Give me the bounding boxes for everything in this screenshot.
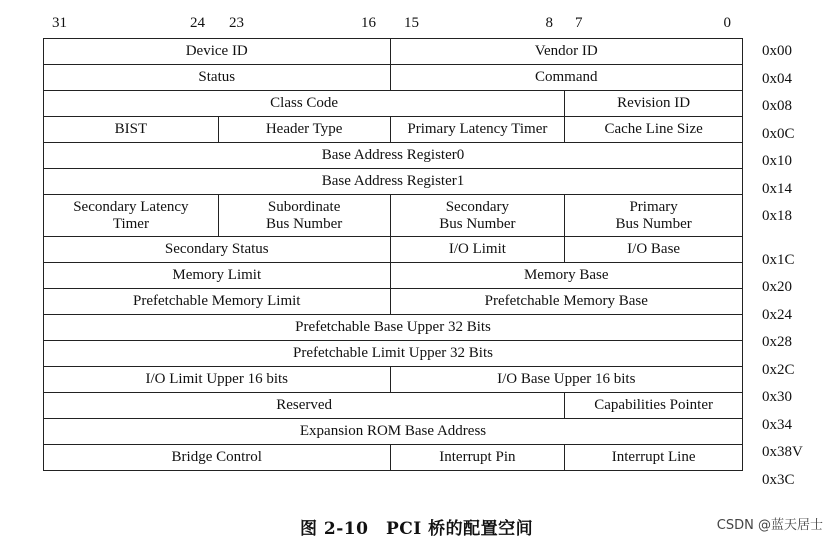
register-field	[44, 117, 219, 142]
register-row	[44, 341, 743, 367]
row-offset: 0x10	[762, 153, 792, 169]
config-space-table	[43, 38, 743, 471]
register-row	[44, 195, 743, 237]
field-label-line1: Primary	[629, 198, 678, 215]
row-offset: 0x34	[762, 416, 792, 433]
row-offset: 0x0C	[762, 125, 795, 142]
bit-label-24: 24	[190, 15, 205, 31]
register-field	[44, 263, 391, 288]
row-offset: 0x04	[762, 70, 792, 87]
row-offset: 0x24	[762, 306, 792, 323]
row-offset: 0x2C	[762, 361, 795, 378]
register-row	[44, 289, 743, 315]
bit-label-16: 16	[361, 15, 376, 31]
field-label: Device ID	[185, 43, 248, 59]
register-field	[565, 195, 743, 236]
bit-label-8: 8	[545, 15, 553, 31]
row-offset: 0x28	[762, 334, 792, 350]
register-field	[391, 289, 744, 314]
field-label: Base Address Register0	[321, 147, 465, 163]
field-label: I/O Base Upper 16 bits	[497, 371, 636, 387]
register-field	[391, 39, 744, 64]
register-row	[44, 393, 743, 419]
field-label: I/O Base	[627, 241, 681, 257]
register-row	[44, 419, 743, 445]
field-label: Secondary Status	[164, 241, 269, 257]
field-label: Status	[198, 69, 236, 85]
field-label: Expansion ROM Base Address	[299, 423, 487, 439]
register-field	[391, 195, 566, 236]
register-field	[44, 65, 391, 90]
field-label: Prefetchable Base Upper 32 Bits	[295, 319, 491, 335]
field-label-line2: Bus Number	[266, 215, 343, 232]
field-label-line1: Secondary Latency	[73, 198, 189, 215]
register-field	[219, 117, 391, 142]
field-label-line2: Timer	[112, 215, 149, 232]
field-label: BIST	[114, 121, 148, 137]
register-row	[44, 367, 743, 393]
figure-caption: 图 2-10 PCI 桥的配置空间	[300, 519, 534, 539]
field-label: I/O Limit	[448, 241, 506, 257]
row-offset: 0x30	[762, 389, 792, 405]
field-label-line1: Subordinate	[267, 198, 341, 215]
field-label: Prefetchable Memory Base	[484, 293, 648, 309]
register-row	[44, 65, 743, 91]
register-field	[44, 91, 565, 116]
field-label: Revision ID	[617, 95, 691, 111]
register-row	[44, 169, 743, 195]
register-row	[44, 445, 743, 471]
register-row	[44, 117, 743, 143]
register-row	[44, 263, 743, 289]
register-row	[44, 237, 743, 263]
field-label-line2: Bus Number	[615, 215, 692, 232]
register-field	[44, 169, 743, 194]
field-label: Memory Base	[523, 267, 609, 283]
register-field	[565, 117, 743, 142]
field-label: Prefetchable Limit Upper 32 Bits	[293, 345, 493, 361]
register-row	[44, 39, 743, 65]
field-label-line2: Bus Number	[439, 215, 516, 232]
register-field	[391, 65, 744, 90]
register-field	[44, 39, 391, 64]
register-field	[44, 315, 743, 340]
register-field	[391, 117, 566, 142]
register-field	[391, 367, 744, 392]
row-offset: 0x18	[762, 208, 792, 224]
register-field	[44, 195, 219, 236]
field-label: Interrupt Pin	[439, 449, 516, 465]
field-label: Command	[535, 69, 598, 85]
field-label: Primary Latency Timer	[407, 121, 548, 137]
row-offset: 0x1C	[762, 251, 795, 268]
bit-label-23: 23	[229, 15, 244, 31]
register-row	[44, 143, 743, 169]
bit-label-15: 15	[404, 15, 419, 31]
register-field	[565, 91, 743, 116]
register-field	[391, 263, 744, 288]
register-field	[44, 419, 743, 444]
field-label: Interrupt Line	[611, 449, 696, 465]
field-label: Bridge Control	[171, 449, 262, 465]
field-label: Prefetchable Memory Limit	[133, 293, 301, 309]
register-field	[565, 393, 743, 418]
register-field	[44, 237, 391, 262]
register-row	[44, 91, 743, 117]
field-label: I/O Limit Upper 16 bits	[145, 371, 288, 387]
field-label: Header Type	[265, 121, 343, 137]
register-field	[44, 341, 743, 366]
field-label-line1: Secondary	[445, 198, 510, 215]
row-offset: 0x20	[762, 279, 792, 295]
register-field	[565, 445, 743, 470]
field-label: Memory Limit	[172, 267, 262, 283]
register-field	[391, 445, 566, 470]
register-row	[44, 315, 743, 341]
register-field	[44, 289, 391, 314]
field-label: Class Code	[270, 95, 339, 111]
row-offset: 0x38V	[762, 444, 803, 460]
register-field	[44, 143, 743, 168]
bit-label-0: 0	[723, 15, 731, 31]
bit-label-7: 7	[575, 15, 583, 31]
row-offset: 0x14	[762, 180, 792, 197]
row-offset: 0x3C	[762, 471, 795, 488]
register-field	[565, 237, 743, 262]
register-field	[44, 445, 391, 470]
watermark: CSDN @蓝天居士	[716, 518, 823, 533]
register-field	[44, 393, 565, 418]
row-offset: 0x08	[762, 98, 792, 114]
field-label: Cache Line Size	[604, 121, 703, 137]
field-label: Capabilities Pointer	[594, 397, 713, 413]
field-label: Base Address Register1	[321, 173, 465, 189]
register-field	[391, 237, 566, 262]
register-field	[44, 367, 391, 392]
register-field	[219, 195, 391, 236]
field-label: Vendor ID	[534, 43, 598, 59]
field-label: Reserved	[276, 397, 333, 413]
row-offset: 0x00	[762, 43, 792, 59]
bit-label-31: 31	[52, 15, 67, 31]
